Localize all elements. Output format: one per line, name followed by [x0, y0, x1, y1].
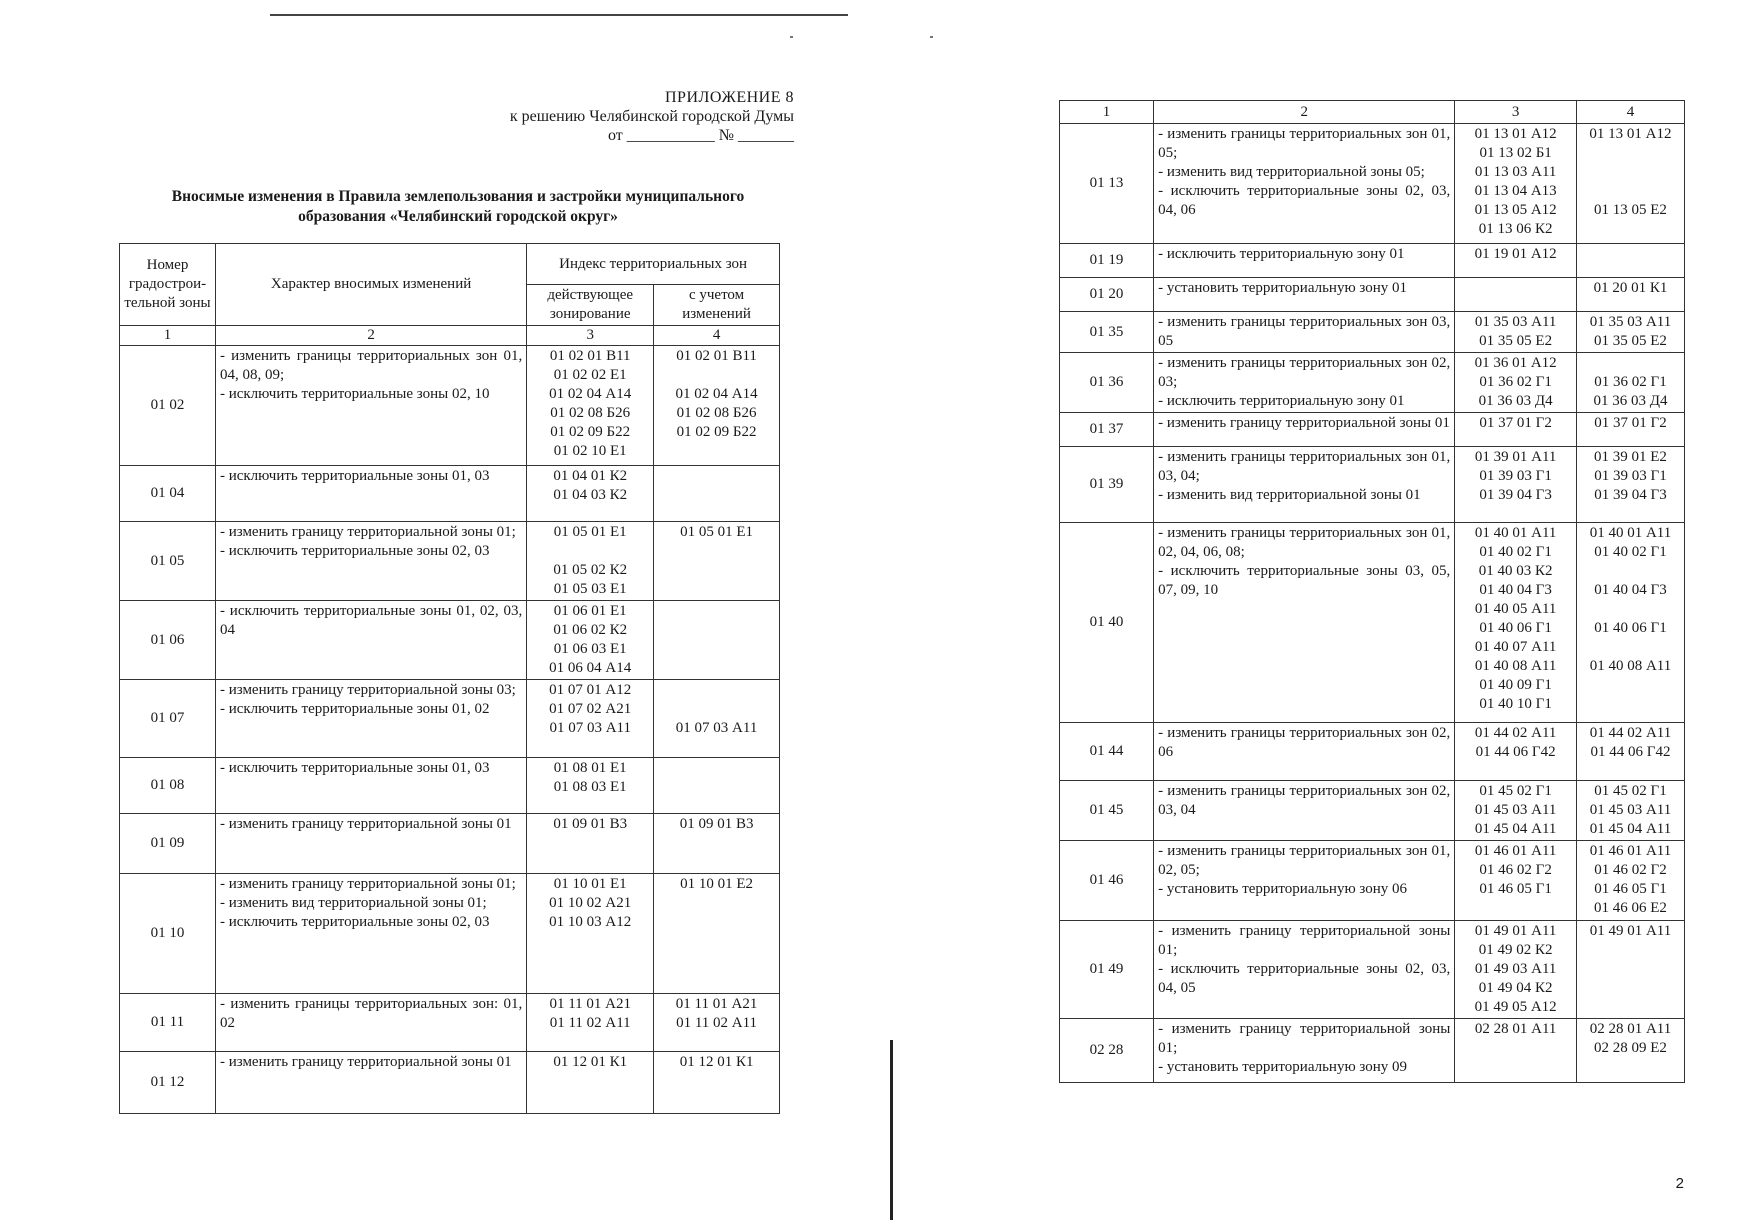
document-title-line2: образования «Челябинский городской округ»: [298, 208, 618, 225]
zone-number: 01 35: [1060, 312, 1154, 353]
header-after-changes: с учетом изменений: [654, 285, 780, 326]
scan-speck: [790, 36, 793, 38]
change-item: - изменить границы территориальных зон 01, 02, 04, 06, 08;: [1158, 525, 1451, 560]
change-item: - изменить границу территориальной зоны 01;: [219, 524, 516, 540]
change-description: [1154, 244, 1455, 278]
current-zoning-codes: 01 45 02 Г1 01 45 03 А11 01 45 04 А11: [1455, 781, 1577, 841]
after-changes-codes: 01 09 01 В3: [654, 814, 780, 874]
after-changes-codes: 01 10 01 Е2: [654, 874, 780, 994]
zone-number: 01 20: [1060, 278, 1154, 312]
zone-number: 01 05: [120, 522, 216, 601]
scan-top-line: [270, 14, 848, 16]
change-item: - изменить границу территориальной зоны 01;: [219, 876, 516, 892]
change-item: - установить территориальную зону 06: [1158, 881, 1408, 897]
scan-speck: [930, 36, 933, 38]
table-body-right: [1060, 124, 1685, 1083]
zone-number: 01 04: [120, 466, 216, 522]
table-row: [120, 874, 780, 994]
page-number: 2: [1675, 1175, 1684, 1192]
appendix-header: [510, 88, 794, 145]
header-colnum-2: 2: [215, 326, 526, 346]
after-changes-codes: [654, 601, 780, 680]
current-zoning-codes: 01 44 02 А11 01 44 06 Г42: [1455, 723, 1577, 781]
change-description: [1154, 921, 1455, 1019]
change-item: - исключить территориальные зоны 01, 02: [219, 701, 490, 717]
change-item: - изменить границы территориальных зон 02, 03;: [1158, 355, 1451, 390]
table-row: [1060, 278, 1685, 312]
after-changes-codes: 02 28 01 А11 02 28 09 Е2: [1576, 1019, 1684, 1083]
change-description: [1154, 723, 1455, 781]
change-item: - изменить границы территориальных зон 02, 06: [1158, 725, 1451, 760]
change-description: [1154, 278, 1455, 312]
change-description: [1154, 1019, 1455, 1083]
change-item: - исключить территориальные зоны 02, 10: [219, 386, 490, 402]
zone-number: 01 37: [1060, 413, 1154, 447]
change-item: - изменить границу территориальной зоны 01: [219, 816, 512, 832]
change-description: [1154, 781, 1455, 841]
table-row: [120, 346, 780, 466]
change-item: - исключить территориальные зоны 02, 03: [219, 543, 490, 559]
change-description: [215, 814, 526, 874]
change-item: - изменить вид территориальной зоны 01;: [219, 895, 487, 911]
change-item: - изменить границы территориальных зон 01, 04, 08, 09;: [219, 348, 523, 383]
zone-number: 01 02: [120, 346, 216, 466]
change-description: [1154, 124, 1455, 244]
after-changes-codes: 01 02 01 В11 01 02 04 А14 01 02 08 Б26 01 02 09 Б22: [654, 346, 780, 466]
current-zoning-codes: 01 19 01 А12: [1455, 244, 1577, 278]
zone-number: 01 11: [120, 994, 216, 1052]
current-zoning-codes: 01 35 03 А11 01 35 05 Е2: [1455, 312, 1577, 353]
page-fold-shadow: [890, 1040, 893, 1220]
current-zoning-codes: 01 02 01 В11 01 02 02 Е1 01 02 04 А14 01 02 08 Б26 01 02 09 Б22 01 02 10 Е1: [527, 346, 654, 466]
zone-number: 01 07: [120, 680, 216, 758]
right-page: [860, 0, 1754, 1229]
zone-number: 01 10: [120, 874, 216, 994]
change-description: [215, 758, 526, 814]
after-changes-codes: 01 12 01 К1: [654, 1052, 780, 1114]
change-item: - изменить границы территориальных зон 03, 05: [1158, 314, 1451, 349]
change-description: [215, 346, 526, 466]
zone-number: 01 49: [1060, 921, 1154, 1019]
header-changes: Характер вносимых изменений: [215, 244, 526, 326]
after-changes-codes: 01 05 01 Е1: [654, 522, 780, 601]
changes-table-left: [119, 243, 780, 1114]
change-description: [215, 466, 526, 522]
change-item: - исключить территориальные зоны 02, 03, 04, 05: [1158, 961, 1451, 996]
changes-table-right: [1059, 100, 1685, 1083]
current-zoning-codes: 02 28 01 А11: [1455, 1019, 1577, 1083]
change-item: - изменить границу территориальной зоны 01;: [1158, 923, 1451, 958]
table-row: [1060, 1019, 1685, 1083]
change-item: - исключить территориальную зону 01: [1158, 393, 1405, 409]
zone-number: 01 40: [1060, 523, 1154, 723]
after-changes-codes: 01 20 01 К1: [1576, 278, 1684, 312]
zone-number: 01 12: [120, 1052, 216, 1114]
table-row: [120, 466, 780, 522]
zone-number: 01 09: [120, 814, 216, 874]
after-changes-codes: [1576, 244, 1684, 278]
header-index-group: Индекс территориальных зон: [527, 244, 780, 285]
after-changes-codes: 01 49 01 А11: [1576, 921, 1684, 1019]
header-zone-number: Номер градострои-тельной зоны: [120, 244, 216, 326]
after-changes-codes: 01 39 01 Е2 01 39 03 Г1 01 39 04 Г3: [1576, 447, 1684, 523]
current-zoning-codes: 01 06 01 Е1 01 06 02 К2 01 06 03 Е1 01 06 04 А14: [527, 601, 654, 680]
change-item: - исключить территориальную зону 01: [1158, 246, 1405, 262]
zone-number: 01 08: [120, 758, 216, 814]
table-row: [120, 1052, 780, 1114]
table-body-left: [120, 346, 780, 1114]
header-colnum-1: 1: [120, 326, 216, 346]
after-changes-codes: 01 13 01 А12 01 13 05 Е2: [1576, 124, 1684, 244]
current-zoning-codes: 01 37 01 Г2: [1455, 413, 1577, 447]
after-changes-codes: [654, 758, 780, 814]
change-item: - изменить границу территориальной зоны 03;: [219, 682, 516, 698]
change-item: - исключить территориальные зоны 03, 05, 07, 09, 10: [1158, 563, 1451, 598]
current-zoning-codes: 01 07 01 А12 01 07 02 А21 01 07 03 А11: [527, 680, 654, 758]
table-row: [1060, 841, 1685, 921]
change-item: - исключить территориальные зоны 01, 03: [219, 468, 490, 484]
change-item: - исключить территориальные зоны 01, 02, 03, 04: [219, 603, 523, 638]
change-description: [215, 994, 526, 1052]
header-colnum-4: 4: [654, 326, 780, 346]
current-zoning-codes: 01 04 01 К2 01 04 03 К2: [527, 466, 654, 522]
table-row: [120, 601, 780, 680]
after-changes-codes: 01 40 01 А11 01 40 02 Г1 01 40 04 Г3 01 40 06 Г1 01 40 08 А11: [1576, 523, 1684, 723]
change-item: - изменить границы территориальных зон 02, 03, 04: [1158, 783, 1451, 818]
table-row: [1060, 244, 1685, 278]
after-changes-codes: [654, 466, 780, 522]
change-item: - изменить границу территориальной зоны 01: [1158, 415, 1450, 431]
after-changes-codes: 01 37 01 Г2: [1576, 413, 1684, 447]
table-row: [120, 994, 780, 1052]
change-item: - установить территориальную зону 01: [1158, 280, 1408, 296]
change-description: [1154, 312, 1455, 353]
current-zoning-codes: 01 39 01 А11 01 39 03 Г1 01 39 04 Г3: [1455, 447, 1577, 523]
after-changes-codes: 01 35 03 А11 01 35 05 Е2: [1576, 312, 1684, 353]
current-zoning-codes: 01 40 01 А11 01 40 02 Г1 01 40 03 К2 01 40 04 Г3 01 40 05 А11 01 40 06 Г1 01 40 07 А11 01 40 08 А11 01 40 09 Г1 01 40 10 Г1: [1455, 523, 1577, 723]
appendix-decision: к решению Челябинской городской Думы: [509, 108, 794, 125]
appendix-number: ПРИЛОЖЕНИЕ 8: [664, 89, 794, 106]
current-zoning-codes: 01 13 01 А12 01 13 02 Б1 01 13 03 А11 01 13 04 А13 01 13 05 А12 01 13 06 К2: [1455, 124, 1577, 244]
change-item: - изменить границы территориальных зон 01, 02, 05;: [1158, 843, 1451, 878]
zone-number: 01 36: [1060, 353, 1154, 413]
change-description: [1154, 353, 1455, 413]
change-item: - изменить границы территориальных зон 01, 03, 04;: [1158, 449, 1451, 484]
change-item: - изменить вид территориальной зоны 05;: [1158, 164, 1425, 180]
change-description: [1154, 841, 1455, 921]
header-colnum-3: 3: [1455, 101, 1577, 124]
current-zoning-codes: 01 08 01 Е1 01 08 03 Е1: [527, 758, 654, 814]
table-row: [1060, 723, 1685, 781]
zone-number: 01 39: [1060, 447, 1154, 523]
after-changes-codes: 01 44 02 А11 01 44 06 Г42: [1576, 723, 1684, 781]
current-zoning-codes: 01 12 01 К1: [527, 1052, 654, 1114]
zone-number: 01 44: [1060, 723, 1154, 781]
table-row: [120, 758, 780, 814]
current-zoning-codes: 01 09 01 В3: [527, 814, 654, 874]
change-item: - исключить территориальные зоны 02, 03: [219, 914, 490, 930]
zone-number: 01 13: [1060, 124, 1154, 244]
after-changes-codes: 01 36 02 Г1 01 36 03 Д4: [1576, 353, 1684, 413]
change-description: [1154, 523, 1455, 723]
header-colnum-4: 4: [1576, 101, 1684, 124]
header-colnum-2: 2: [1154, 101, 1455, 124]
change-item: - исключить территориальные зоны 02, 03, 04, 06: [1158, 183, 1451, 218]
header-colnum-3: 3: [527, 326, 654, 346]
after-changes-codes: 01 46 01 А11 01 46 02 Г2 01 46 05 Г1 01 46 06 Е2: [1576, 841, 1684, 921]
change-description: [215, 680, 526, 758]
table-row: [1060, 447, 1685, 523]
table-row: [120, 680, 780, 758]
change-description: [215, 522, 526, 601]
table-row: [1060, 124, 1685, 244]
current-zoning-codes: 01 11 01 А21 01 11 02 А11: [527, 994, 654, 1052]
change-item: - установить территориальную зону 09: [1158, 1059, 1408, 1075]
table-row: [120, 814, 780, 874]
table-row: [120, 522, 780, 601]
change-item: - изменить вид территориальной зоны 01: [1158, 487, 1421, 503]
current-zoning-codes: 01 49 01 А11 01 49 02 К2 01 49 03 А11 01 49 04 К2 01 49 05 А12: [1455, 921, 1577, 1019]
table-row: [1060, 353, 1685, 413]
current-zoning-codes: 01 10 01 Е1 01 10 02 А21 01 10 03 А12: [527, 874, 654, 994]
zone-number: 01 45: [1060, 781, 1154, 841]
change-item: - изменить границы территориальных зон: 01, 02: [219, 996, 523, 1031]
left-page: [0, 0, 860, 1229]
zone-number: 02 28: [1060, 1019, 1154, 1083]
change-item: - исключить территориальные зоны 01, 03: [219, 760, 490, 776]
header-colnum-1: 1: [1060, 101, 1154, 124]
change-description: [215, 1052, 526, 1114]
current-zoning-codes: 01 05 01 Е1 01 05 02 К2 01 05 03 Е1: [527, 522, 654, 601]
change-description: [1154, 447, 1455, 523]
header-current-zoning: действующее зонирование: [527, 285, 654, 326]
change-description: [215, 601, 526, 680]
change-item: - изменить границы территориальных зон 01, 05;: [1158, 126, 1451, 161]
change-item: - изменить границу территориальной зоны 01: [219, 1054, 512, 1070]
zone-number: 01 46: [1060, 841, 1154, 921]
current-zoning-codes: 01 46 01 А11 01 46 02 Г2 01 46 05 Г1: [1455, 841, 1577, 921]
change-item: - изменить границу территориальной зоны 01;: [1158, 1021, 1451, 1056]
current-zoning-codes: [1455, 278, 1577, 312]
table-row: [1060, 523, 1685, 723]
zone-number: 01 06: [120, 601, 216, 680]
table-row: [1060, 921, 1685, 1019]
table-row: [1060, 781, 1685, 841]
appendix-date-number: от ___________ № _______: [607, 127, 794, 144]
document-title: [128, 187, 788, 227]
after-changes-codes: 01 45 02 Г1 01 45 03 А11 01 45 04 А11: [1576, 781, 1684, 841]
document-title-line1: Вносимые изменения в Правила землепользования и застройки муниципального: [171, 188, 745, 205]
after-changes-codes: 01 07 03 А11: [654, 680, 780, 758]
change-description: [1154, 413, 1455, 447]
table-row: [1060, 312, 1685, 353]
zone-number: 01 19: [1060, 244, 1154, 278]
change-description: [215, 874, 526, 994]
current-zoning-codes: 01 36 01 А12 01 36 02 Г1 01 36 03 Д4: [1455, 353, 1577, 413]
after-changes-codes: 01 11 01 А21 01 11 02 А11: [654, 994, 780, 1052]
table-row: [1060, 413, 1685, 447]
